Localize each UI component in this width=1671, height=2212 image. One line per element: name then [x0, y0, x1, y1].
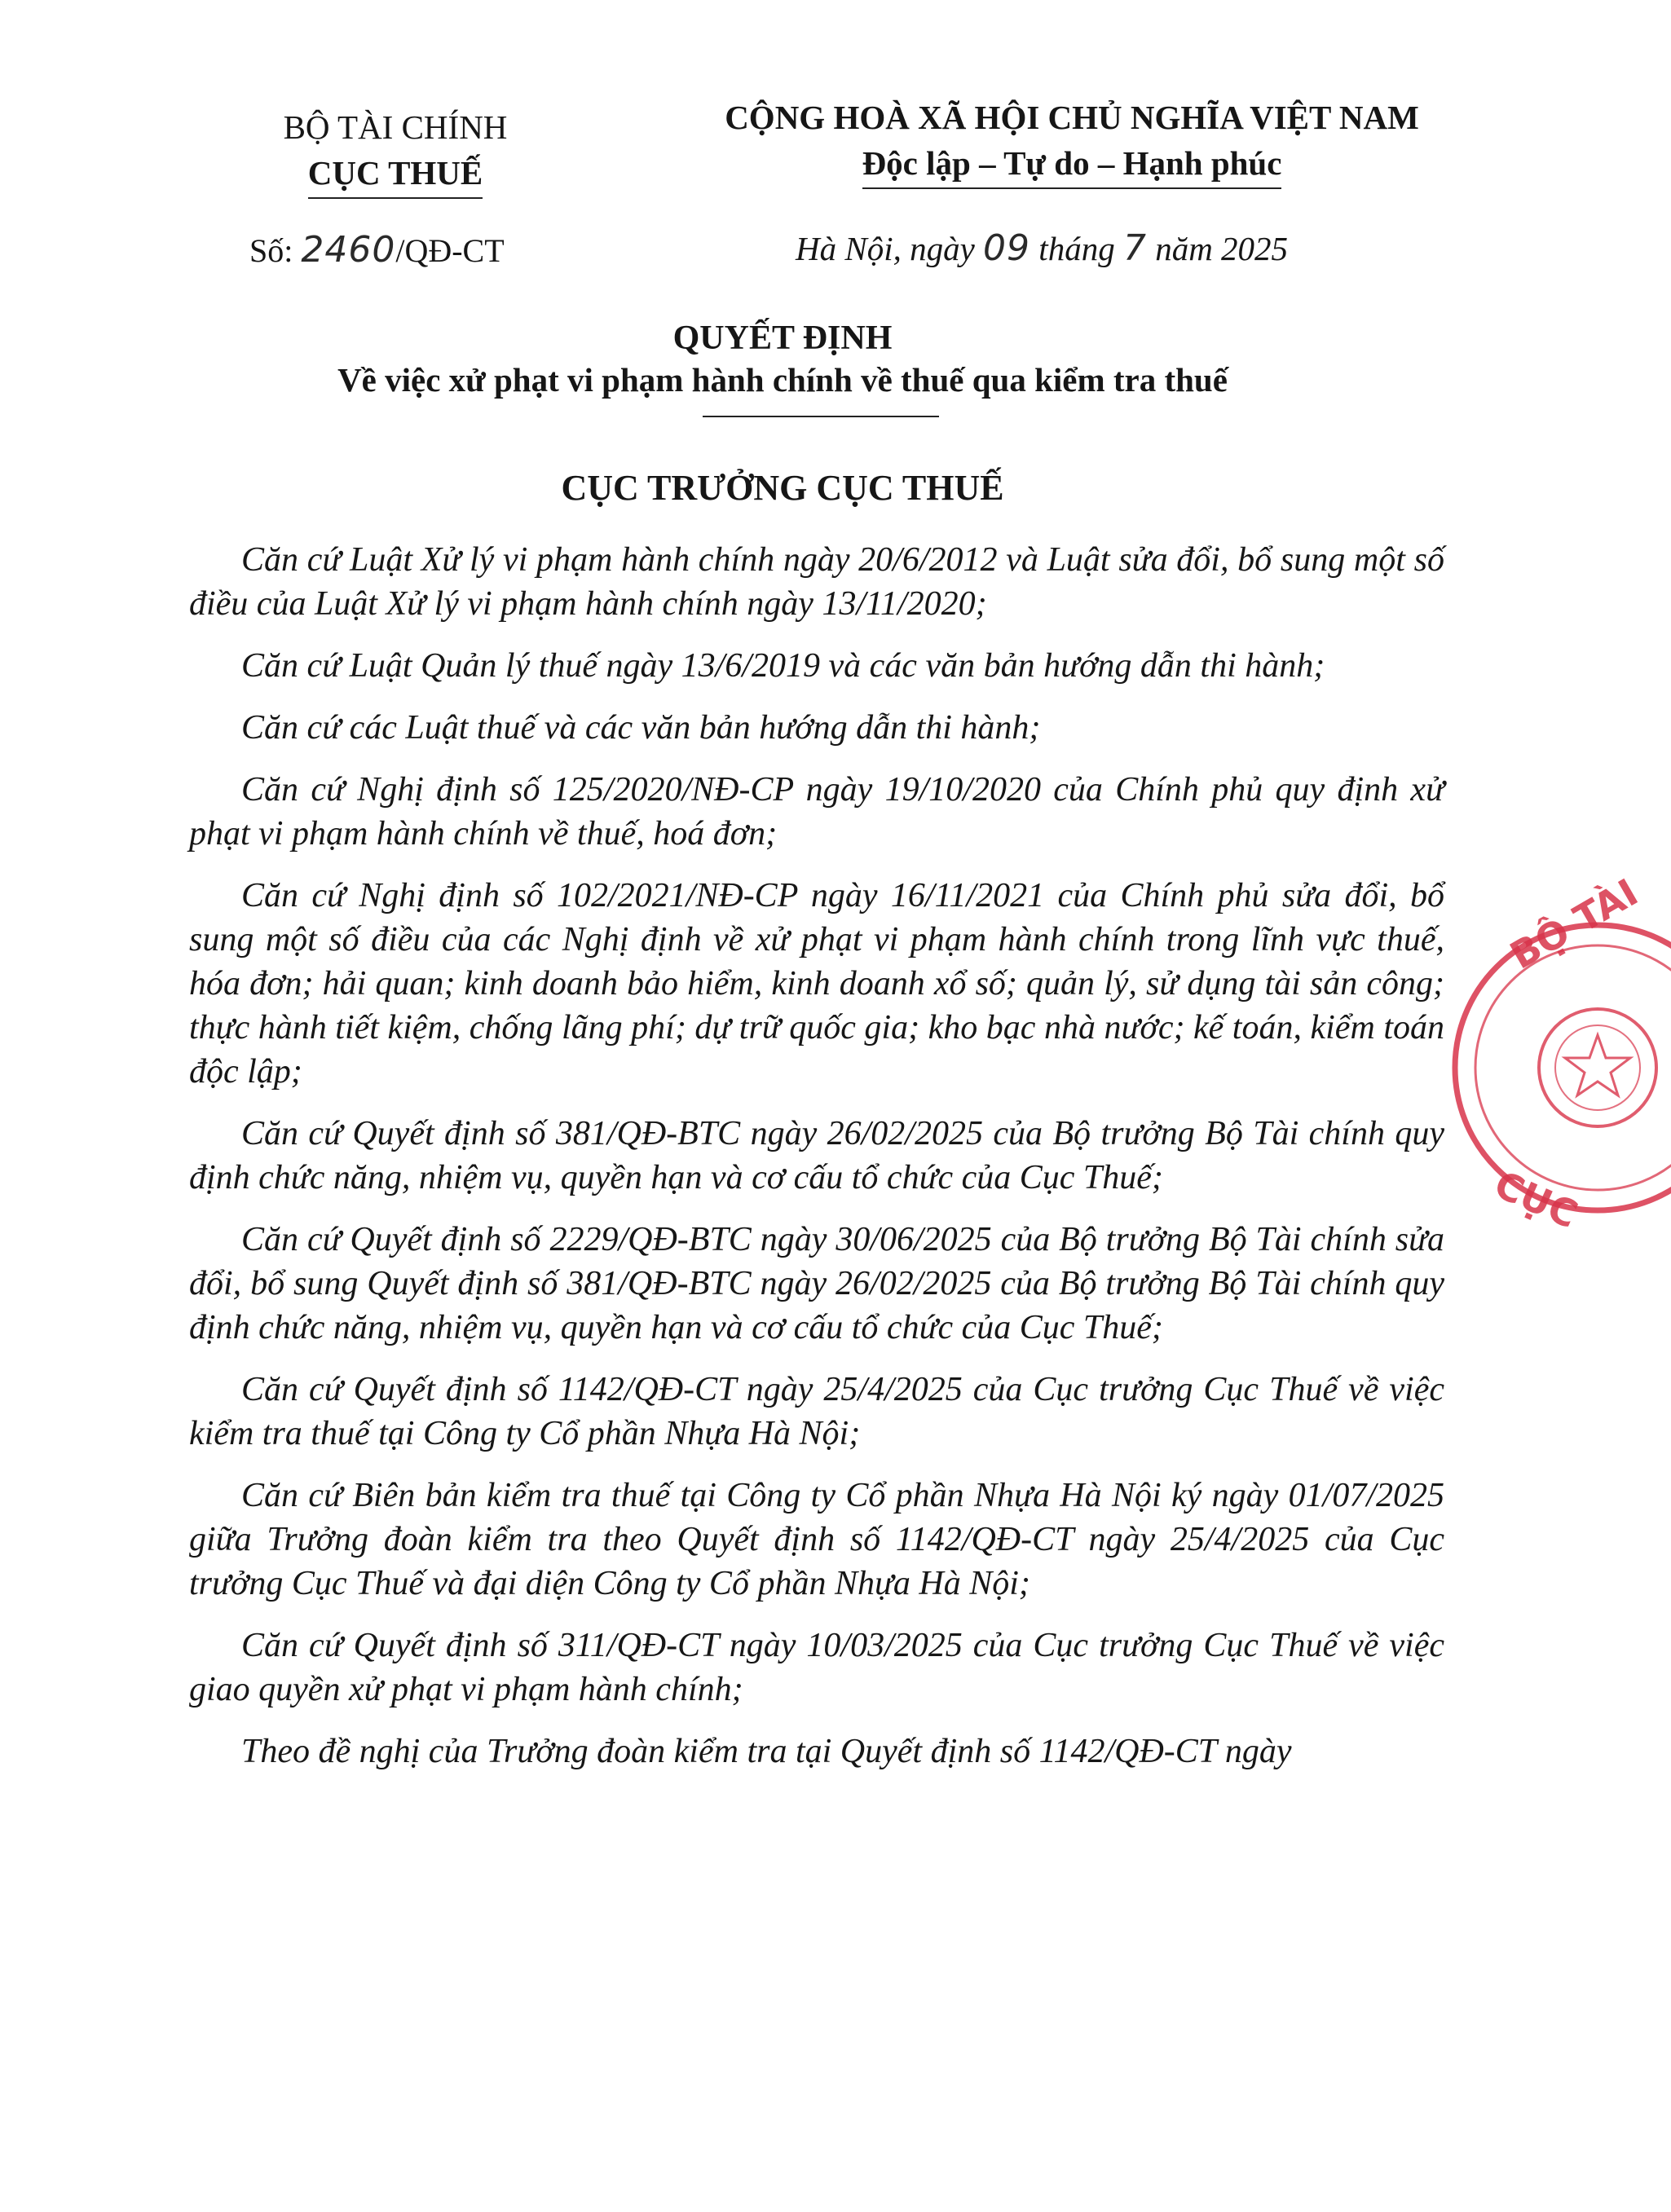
legal-basis-paragraph: Căn cứ Nghị định số 125/2020/NĐ-CP ngày 19/10/2020 của Chính phủ quy định xử phạt vi phạm hành chính về thuế, hoá đơn;	[189, 771, 1444, 853]
ministry-name: BỘ TÀI CHÍNH	[283, 108, 508, 146]
legal-basis-paragraph: Căn cứ Biên bản kiểm tra thuế tại Công ty Cổ phần Nhựa Hà Nội ký ngày 01/07/2025 giữa Trưởng đoàn kiểm tra theo Quyết định số 1142/QĐ-CT ngày 25/4/2025 của Cục trưởng Cục Thuế và đại diện Công ty Cổ phần Nhựa Hà Nội;	[189, 1477, 1444, 1602]
number-prefix: Số:	[249, 232, 293, 269]
legal-basis-paragraph: Căn cứ các Luật thuế và các văn bản hướng dẫn thi hành;	[241, 709, 1041, 747]
legal-basis-paragraph: Căn cứ Luật Quản lý thuế ngày 13/6/2019 và các văn bản hướng dẫn thi hành;	[241, 647, 1325, 685]
issuing-authority: CỤC TRƯỞNG CỤC THUẾ	[561, 468, 1004, 508]
issuer-block	[204, 104, 587, 199]
number-suffix: /QĐ-CT	[395, 232, 505, 269]
seal-text-bottom: CỤC	[1488, 1161, 1585, 1237]
legal-basis-paragraph: Căn cứ Quyết định số 381/QĐ-BTC ngày 26/02/2025 của Bộ trưởng Bộ Tài chính quy định chức năng, nhiệm vụ, quyền hạn và cơ cấu tổ chức của Cục Thuế;	[189, 1115, 1444, 1196]
legal-basis-paragraph: Căn cứ Nghị định số 102/2021/NĐ-CP ngày 16/11/2021 của Chính phủ sửa đổi, bổ sung một số điều của các Nghị định về xử phạt vi phạm hành chính trong lĩnh vực thuế, hóa đơn; hải quan; kinh doanh bảo hiểm, kinh doanh xổ số; quản lý, sử dụng tài sản công; thực hành tiết kiệm, chống lãng phí; dự trữ quốc gia; kho bạc nhà nước; kế toán, kiểm toán độc lập;	[189, 877, 1444, 1091]
seal-text-top: BỘ TÀI	[1502, 870, 1646, 978]
date-year: năm 2025	[1155, 230, 1289, 267]
legal-basis-paragraph: Theo đề nghị của Trưởng đoàn kiểm tra tại Quyết định số 1142/QĐ-CT ngày	[241, 1733, 1292, 1770]
national-motto: Độc lập – Tự do – Hạnh phúc	[862, 140, 1282, 189]
document-subject: Về việc xử phạt vi phạm hành chính về thuế qua kiểm tra thuế	[337, 361, 1228, 399]
document-number	[249, 229, 505, 271]
legal-basis-section	[189, 538, 1444, 1791]
date-place: Hà Nội, ngày	[796, 230, 975, 267]
national-title-block	[681, 95, 1463, 189]
country-name: CỘNG HOÀ XÃ HỘI CHỦ NGHĨA VIỆT NAM	[725, 99, 1419, 136]
legal-basis-paragraph: Căn cứ Quyết định số 2229/QĐ-BTC ngày 30/06/2025 của Bộ trưởng Bộ Tài chính sửa đổi, bổ sung Quyết định số 381/QĐ-BTC ngày 26/02/2025 của Bộ trưởng Bộ Tài chính quy định chức năng, nhiệm vụ, quyền hạn và cơ cấu tổ chức của Cục Thuế;	[189, 1221, 1444, 1346]
official-seal	[1435, 870, 1671, 1237]
agency-name: CỤC THUẾ	[308, 150, 483, 199]
legal-basis-paragraph: Căn cứ Quyết định số 311/QĐ-CT ngày 10/03/2025 của Cục trưởng Cục Thuế về việc giao quyền xử phạt vi phạm hành chính;	[189, 1627, 1444, 1708]
month-label: tháng	[1038, 230, 1115, 267]
handwritten-day: 09	[983, 227, 1031, 269]
document-type-title: QUYẾT ĐỊNH	[672, 319, 893, 357]
subject-divider	[703, 416, 939, 417]
handwritten-month: 7	[1122, 227, 1147, 269]
issue-date	[796, 227, 1288, 269]
legal-basis-paragraph: Căn cứ Luật Xử lý vi phạm hành chính ngày 20/6/2012 và Luật sửa đổi, bổ sung một số điều của Luật Xử lý vi phạm hành chính ngày 13/11/2020;	[189, 541, 1444, 623]
handwritten-number: 2460	[301, 229, 396, 271]
legal-basis-paragraph: Căn cứ Quyết định số 1142/QĐ-CT ngày 25/4/2025 của Cục trưởng Cục Thuế về việc kiểm tra thuế tại Công ty Cổ phần Nhựa Hà Nội;	[189, 1371, 1444, 1452]
seal-graphic	[1455, 870, 1671, 1236]
